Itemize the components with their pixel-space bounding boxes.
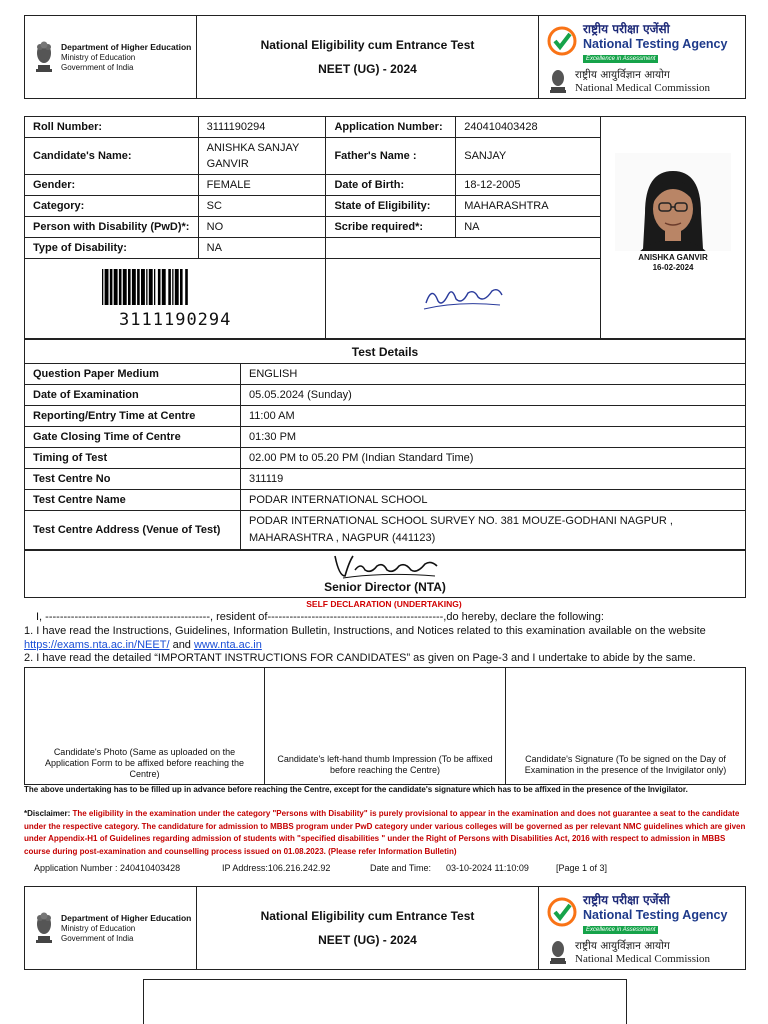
barcode-bar bbox=[162, 269, 166, 305]
test-details-table bbox=[24, 339, 746, 550]
photo-caption-name: ANISHKA GANVIR bbox=[638, 253, 708, 262]
state-value: MAHARASHTRA bbox=[456, 196, 601, 217]
thumb-impression-box: Candidate's left-hand thumb Impression (To be affixed before reaching the Centre) bbox=[265, 668, 506, 784]
declaration-line-3: 2. I have read the detailed “IMPORTANT INSTRUCTIONS FOR CANDIDATES” as given on Page-3 and I undertake to abide by the same. bbox=[24, 652, 696, 664]
nmc-english-name: National Medical Commission bbox=[575, 81, 711, 94]
pwd-label: Person with Disability (PwD)*: bbox=[25, 217, 199, 238]
barcode-bar bbox=[172, 269, 173, 305]
disability-label: Type of Disability: bbox=[25, 238, 199, 259]
department-name: Department of Higher Education bbox=[61, 41, 192, 52]
test-row-value: ENGLISH bbox=[241, 364, 746, 385]
test-row-label: Question Paper Medium bbox=[25, 364, 241, 385]
barcode-bar bbox=[146, 269, 147, 305]
test-row-value: 05.05.2024 (Sunday) bbox=[241, 385, 746, 406]
authority-signature-box bbox=[24, 550, 746, 598]
dob-value: 18-12-2005 bbox=[456, 175, 601, 196]
barcode-bar bbox=[137, 269, 140, 305]
declaration-line-1: I, ---------------------------------------------, resident of------------------------------------------------,do hereby, declare the following: bbox=[36, 611, 604, 623]
candidate-signature-icon bbox=[418, 277, 508, 317]
photo-caption-date: 16-02-2024 bbox=[652, 263, 694, 272]
barcode-cell bbox=[25, 259, 326, 339]
nta-website-link[interactable]: www.nta.ac.in bbox=[193, 639, 262, 651]
footer-datetime: 03-10-2024 11:10:09 bbox=[446, 863, 529, 873]
test-details-title: Test Details bbox=[25, 340, 746, 364]
roll-number-value: 3111190294 bbox=[198, 117, 326, 138]
nta-english-name: National Testing Agency bbox=[583, 907, 728, 922]
and-text: and bbox=[169, 639, 194, 651]
father-name-label: Father's Name : bbox=[326, 138, 456, 175]
nmc-hindi-name: राष्ट्रीय आयुर्विज्ञान आयोग bbox=[575, 68, 670, 81]
father-name-value: SANJAY bbox=[456, 138, 601, 175]
disclaimer-note bbox=[24, 808, 748, 858]
exam-title: National Eligibility cum Entrance Test bbox=[260, 38, 475, 52]
exam-title-block bbox=[197, 887, 539, 969]
undertaking-note: The above undertaking has to be filled up in advance before reaching the Centre, except for the candidate's signature which has to be affixed in the presence of the Invigilator. bbox=[24, 785, 688, 794]
barcode-bar bbox=[128, 269, 131, 305]
category-label: Category: bbox=[25, 196, 199, 217]
exam-title: National Eligibility cum Entrance Test bbox=[260, 909, 475, 923]
barcode-bar bbox=[154, 269, 155, 305]
test-row-value: PODAR INTERNATIONAL SCHOOL bbox=[241, 490, 746, 511]
candidate-signature-cell bbox=[326, 259, 601, 339]
footer-ip-address: IP Address:106.216.242.92 bbox=[222, 863, 331, 873]
test-row-value: 01:30 PM bbox=[241, 427, 746, 448]
nmc-english-name: National Medical Commission bbox=[575, 952, 711, 965]
nta-tagline: Excellence in Assessment bbox=[583, 926, 658, 934]
address-line-2: MAHARASHTRA , NAGPUR (441123) bbox=[249, 532, 436, 544]
candidate-photo bbox=[615, 153, 731, 273]
dob-label: Date of Birth: bbox=[326, 175, 456, 196]
barcode-bar bbox=[132, 269, 136, 305]
candidate-photo-cell bbox=[601, 117, 746, 339]
disability-value: NA bbox=[198, 238, 326, 259]
government-name: Government of India bbox=[61, 933, 134, 943]
gender-value: FEMALE bbox=[198, 175, 326, 196]
nta-tagline: Excellence in Assessment bbox=[583, 55, 658, 63]
barcode-bar bbox=[169, 269, 172, 305]
authority-title: Senior Director (NTA) bbox=[324, 580, 446, 594]
agency-logos bbox=[539, 887, 745, 969]
department-name: Department of Higher Education bbox=[61, 912, 192, 923]
pwd-value: NO bbox=[198, 217, 326, 238]
state-label: State of Eligibility: bbox=[326, 196, 456, 217]
scribe-label: Scribe required*: bbox=[326, 217, 456, 238]
test-row-label: Date of Examination bbox=[25, 385, 241, 406]
footer-application-number: Application Number : 240410403428 bbox=[34, 863, 181, 873]
declaration-line-2: 1. I have read the Instructions, Guidelines, Information Bulletin, Instructions, and Notices related to this examination available on the website bbox=[24, 625, 706, 637]
department-block bbox=[25, 887, 197, 969]
barcode-bar bbox=[149, 269, 153, 305]
exam-subtitle: NEET (UG) - 2024 bbox=[318, 933, 417, 947]
photo-box: Candidate's Photo (Same as uploaded on the Application Form to be affixed before reaching the Centre) bbox=[25, 668, 265, 784]
test-row-label: Timing of Test bbox=[25, 448, 241, 469]
exam-subtitle: NEET (UG) - 2024 bbox=[318, 62, 417, 76]
barcode-bar bbox=[158, 269, 161, 305]
candidate-name-label: Candidate's Name: bbox=[25, 138, 199, 175]
ministry-name: Ministry of Education bbox=[61, 52, 136, 62]
nmc-emblem-icon bbox=[547, 67, 569, 95]
national-emblem-icon bbox=[33, 39, 55, 75]
barcode-bar bbox=[175, 269, 179, 305]
gender-label: Gender: bbox=[25, 175, 199, 196]
scribe-value: NA bbox=[456, 217, 601, 238]
nmc-hindi-name: राष्ट्रीय आयुर्विज्ञान आयोग bbox=[575, 939, 670, 952]
barcode-bar bbox=[102, 269, 103, 305]
test-row-value: 11:00 AM bbox=[241, 406, 746, 427]
application-number-value: 240410403428 bbox=[456, 117, 601, 138]
national-emblem-icon bbox=[33, 910, 55, 946]
undertaking-boxes bbox=[24, 667, 746, 785]
signature-box: Candidate's Signature (To be signed on the Day of Examination in the presence of the Invigilator only) bbox=[524, 754, 727, 775]
page-header bbox=[24, 15, 746, 99]
barcode-bar bbox=[114, 269, 118, 305]
nmc-emblem-icon bbox=[547, 938, 569, 966]
test-row-label: Gate Closing Time of Centre bbox=[25, 427, 241, 448]
candidate-name-value: ANISHKA SANJAY GANVIR bbox=[198, 138, 326, 175]
nta-neet-link[interactable]: https://exams.nta.ac.in/NEET/ bbox=[24, 639, 170, 651]
barcode-bar bbox=[110, 269, 113, 305]
barcode-bar bbox=[123, 269, 127, 305]
nta-hindi-name: राष्ट्रीय परीक्षा एजेंसी bbox=[583, 21, 670, 36]
disclaimer-label: *Disclaimer: bbox=[24, 809, 71, 818]
government-name: Government of India bbox=[61, 62, 134, 72]
barcode-bar bbox=[141, 269, 145, 305]
nta-hindi-name: राष्ट्रीय परीक्षा एजेंसी bbox=[583, 892, 670, 907]
nta-logo-icon bbox=[547, 26, 577, 56]
barcode-bar bbox=[180, 269, 183, 305]
nta-english-name: National Testing Agency bbox=[583, 36, 728, 51]
barcode-bar bbox=[119, 269, 122, 305]
declaration-links bbox=[24, 639, 754, 652]
department-block bbox=[25, 16, 197, 98]
barcode-text: 3111190294 bbox=[119, 310, 232, 330]
nta-logo-icon bbox=[547, 897, 577, 927]
application-number-label: Application Number: bbox=[326, 117, 456, 138]
test-row-label: Reporting/Entry Time at Centre bbox=[25, 406, 241, 427]
disclaimer-text: The eligibility in the examination under the category "Persons with Disability" is purely provisional to appear in the examination and does not guarantee a seat to the candidate under the respective category. The candidature for admission to MBBS program under PwD category under various colleges will be governed as per relevant NMC guidelines which are given under Appendix-H1 of Guidelines regarding admission of students with "specified disabilities " under the Right of Persons with Disabilities Act, 2016 with respect to admission in MBBS course during post-examination and counselling process issued on 01.08.2023. (Please refer Information Bulletin) bbox=[24, 809, 746, 856]
self-declaration-heading: SELF DECLARATION (UNDERTAKING) bbox=[306, 599, 462, 609]
barcode-bar bbox=[185, 269, 188, 305]
footer-page-number: [Page 1 of 3] bbox=[556, 863, 608, 873]
category-value: SC bbox=[198, 196, 326, 217]
exam-title-block bbox=[197, 16, 539, 98]
test-row-label: Test Centre No bbox=[25, 469, 241, 490]
address-line-1: PODAR INTERNATIONAL SCHOOL SURVEY NO. 381 MOUZE-GODHANI NAGPUR , bbox=[249, 515, 673, 527]
page-2-header bbox=[24, 886, 746, 970]
page-2-content-box bbox=[143, 979, 627, 1024]
barcode-bar bbox=[105, 269, 109, 305]
agency-logos bbox=[539, 16, 745, 98]
candidate-info-table bbox=[24, 116, 746, 339]
page-footer bbox=[34, 863, 607, 873]
ministry-name: Ministry of Education bbox=[61, 923, 136, 933]
test-row-value: 02.00 PM to 05.20 PM (Indian Standard Time) bbox=[241, 448, 746, 469]
authority-signature-icon bbox=[325, 552, 445, 580]
test-row-value: 311119 bbox=[241, 469, 746, 490]
roll-number-label: Roll Number: bbox=[25, 117, 199, 138]
barcode-icon bbox=[100, 267, 250, 307]
footer-datetime-label: Date and Time: bbox=[370, 863, 432, 873]
test-row-label: Test Centre Name bbox=[25, 490, 241, 511]
test-address-label: Test Centre Address (Venue of Test) bbox=[25, 511, 241, 550]
test-address-value bbox=[241, 511, 746, 550]
